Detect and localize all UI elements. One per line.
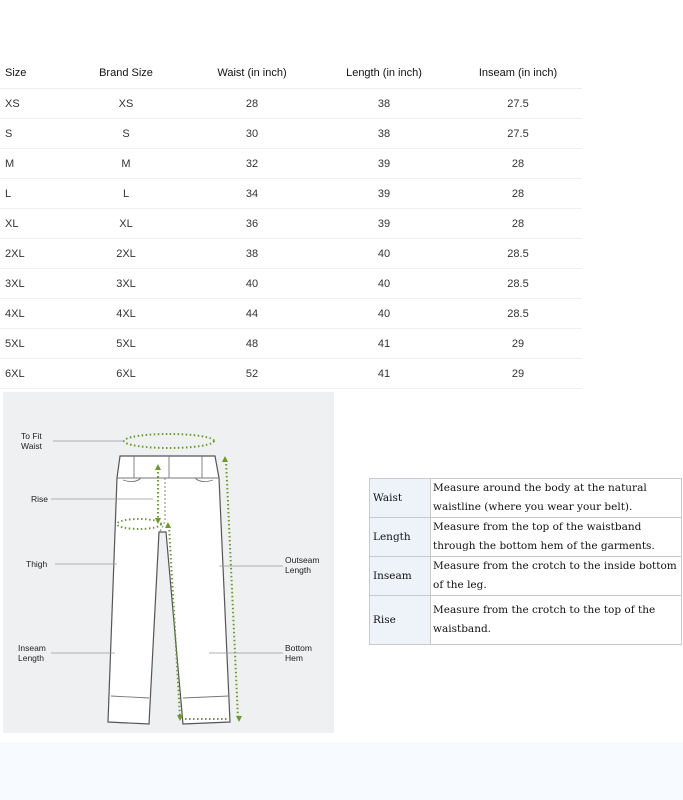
term-rise: Rise — [370, 596, 431, 645]
header-inseam: Inseam (in inch) — [454, 58, 582, 89]
cell-size: M — [0, 149, 62, 179]
cell-waist: 40 — [190, 269, 314, 299]
cell-length: 39 — [314, 149, 454, 179]
cell-brand-size: XS — [62, 89, 190, 119]
cell-length: 38 — [314, 119, 454, 149]
cell-inseam: 29 — [454, 329, 582, 359]
table-row — [0, 89, 582, 119]
header-size: Size — [0, 58, 62, 89]
table-row — [0, 119, 582, 149]
table-row — [0, 149, 582, 179]
cell-inseam: 28 — [454, 179, 582, 209]
cell-brand-size: 6XL — [62, 359, 190, 389]
cell-length: 40 — [314, 299, 454, 329]
definition-rise: Measure from the crotch to the top of the waistband. — [431, 596, 682, 645]
cell-inseam: 28 — [454, 149, 582, 179]
bottom-background-strip — [0, 742, 683, 800]
cell-size: 5XL — [0, 329, 62, 359]
measurement-diagram — [3, 392, 334, 733]
cell-inseam: 27.5 — [454, 89, 582, 119]
table-row — [370, 518, 682, 557]
table-row — [370, 596, 682, 645]
cell-brand-size: L — [62, 179, 190, 209]
cell-brand-size: 3XL — [62, 269, 190, 299]
cell-brand-size: S — [62, 119, 190, 149]
cell-length: 39 — [314, 179, 454, 209]
cell-inseam: 28.5 — [454, 269, 582, 299]
cell-brand-size: 4XL — [62, 299, 190, 329]
header-waist: Waist (in inch) — [190, 58, 314, 89]
table-row — [0, 269, 582, 299]
table-row — [0, 239, 582, 269]
cell-brand-size: M — [62, 149, 190, 179]
cell-size: XS — [0, 89, 62, 119]
cell-length: 40 — [314, 269, 454, 299]
cell-waist: 28 — [190, 89, 314, 119]
waist-measure-line — [124, 434, 214, 448]
cell-waist: 48 — [190, 329, 314, 359]
label-to-fit-waist: To Fit Waist — [21, 431, 42, 451]
cell-waist: 36 — [190, 209, 314, 239]
cell-inseam: 29 — [454, 359, 582, 389]
cell-inseam: 28 — [454, 209, 582, 239]
cell-size: 2XL — [0, 239, 62, 269]
table-row — [0, 209, 582, 239]
cell-waist: 52 — [190, 359, 314, 389]
cell-waist: 38 — [190, 239, 314, 269]
term-inseam: Inseam — [370, 557, 431, 596]
label-thigh: Thigh — [26, 559, 48, 569]
cell-waist: 44 — [190, 299, 314, 329]
cell-inseam: 27.5 — [454, 119, 582, 149]
table-row — [0, 329, 582, 359]
table-row — [0, 179, 582, 209]
size-chart-table — [0, 58, 582, 389]
definition-inseam: Measure from the crotch to the inside bottom of the leg. — [431, 557, 682, 596]
cell-waist: 32 — [190, 149, 314, 179]
cell-size: 4XL — [0, 299, 62, 329]
table-row — [0, 299, 582, 329]
cell-size: 3XL — [0, 269, 62, 299]
cell-waist: 34 — [190, 179, 314, 209]
term-waist: Waist — [370, 479, 431, 518]
table-row — [0, 359, 582, 389]
size-chart-header-row — [0, 58, 582, 89]
term-length: Length — [370, 518, 431, 557]
cell-brand-size: 5XL — [62, 329, 190, 359]
cell-length: 41 — [314, 329, 454, 359]
cell-size: L — [0, 179, 62, 209]
cell-inseam: 28.5 — [454, 239, 582, 269]
cell-size: S — [0, 119, 62, 149]
label-rise: Rise — [31, 494, 49, 504]
cell-length: 38 — [314, 89, 454, 119]
cell-brand-size: XL — [62, 209, 190, 239]
cell-waist: 30 — [190, 119, 314, 149]
cell-size: XL — [0, 209, 62, 239]
label-outseam-length: Outseam Length — [285, 555, 320, 575]
pants-outline — [108, 456, 230, 724]
table-row — [370, 479, 682, 518]
cell-length: 41 — [314, 359, 454, 389]
cell-length: 39 — [314, 209, 454, 239]
table-row — [370, 557, 682, 596]
header-length: Length (in inch) — [314, 58, 454, 89]
definition-waist: Measure around the body at the natural waistline (where you wear your belt). — [431, 479, 682, 518]
measuring-guide-table — [369, 478, 682, 645]
cell-brand-size: 2XL — [62, 239, 190, 269]
definition-length: Measure from the top of the waistband through the bottom hem of the garments. — [431, 518, 682, 557]
cell-length: 40 — [314, 239, 454, 269]
header-brand-size: Brand Size — [62, 58, 190, 89]
label-inseam-length: Inseam Length — [18, 643, 46, 663]
cell-inseam: 28.5 — [454, 299, 582, 329]
label-bottom-hem: Bottom Hem — [285, 643, 312, 663]
cell-size: 6XL — [0, 359, 62, 389]
